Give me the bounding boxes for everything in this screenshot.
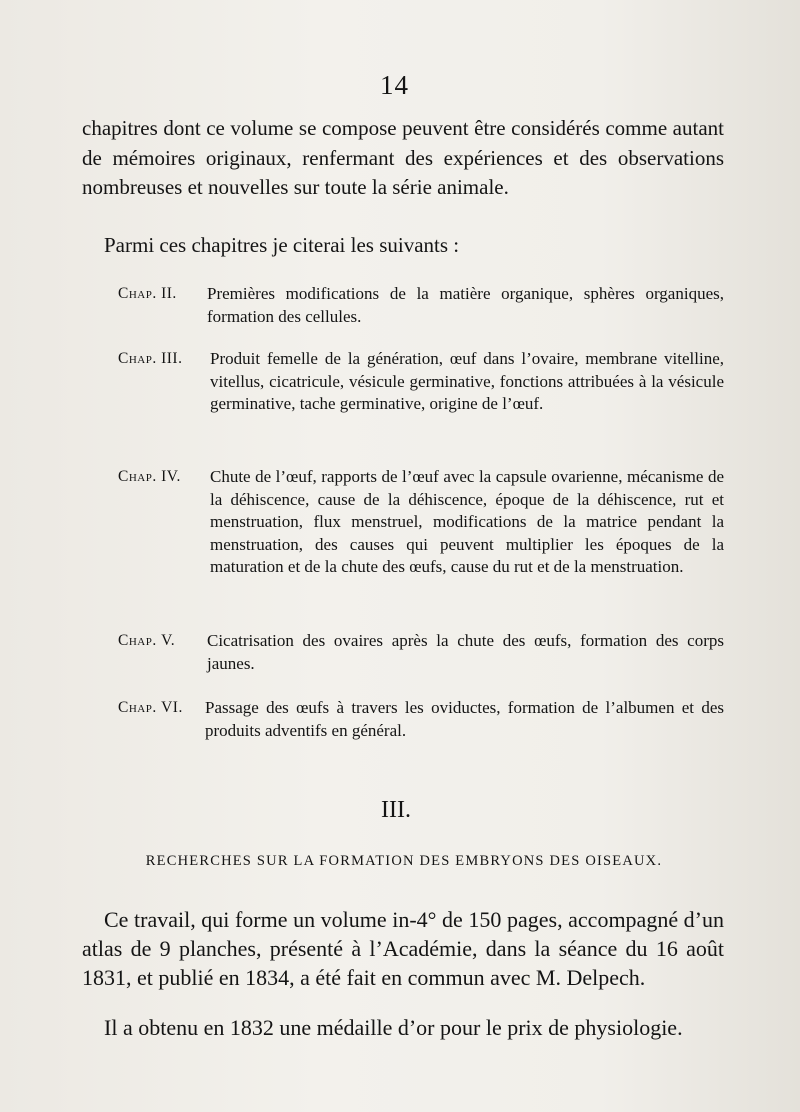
chapter-entry-5	[118, 630, 724, 675]
chapter-label: Chap.	[118, 350, 157, 367]
chapter-number: II.	[161, 285, 177, 302]
chapter-number: V.	[161, 632, 176, 649]
intro-lead-paragraph: Parmi ces chapitres je citerai les suivants :	[104, 233, 460, 257]
intro-paragraph: chapitres dont ce volume se compose peuvent être considérés comme autant de mémoires originaux, renfermant des expériences et des observations nombreuses et nouvelles sur toute la série animale.	[82, 116, 724, 199]
chapter-label: Chap.	[118, 285, 157, 302]
chapter-label: Chap.	[118, 632, 157, 649]
chapter-number: IV.	[161, 468, 181, 485]
chapter-label: Chap.	[118, 468, 157, 485]
closing-paragraph: Ce travail, qui forme un volume in-4° de 150 pages, accompagné d’un atlas de 9 planches, présenté à l’Académie, dans la séance du 16 août 1831, et publié en 1834, a été fait en commun avec M. Delpech.	[82, 907, 724, 990]
section-title: RECHERCHES SUR LA FORMATION DES EMBRYONS DES OISEAUX.	[145, 853, 663, 869]
chapter-entry-3	[118, 348, 724, 416]
chapter-description: Cicatrisation des ovaires après la chute des œufs, formation des corps jaunes.	[207, 631, 724, 673]
chapter-entry-4	[118, 466, 724, 579]
chapter-entry-6	[118, 697, 724, 742]
chapter-number: III.	[161, 350, 183, 367]
chapter-entry-2	[118, 283, 724, 328]
award-paragraph: Il a obtenu en 1832 une médaille d’or pour le prix de physiologie.	[104, 1015, 683, 1040]
chapter-description: Chute de l’œuf, rapports de l’œuf avec la capsule ovarienne, mécanisme de la déhiscence, cause de la déhiscence, époque de la déhiscence, rut et menstruation, flux menstruel, modifications de la matrice pendant la menstruation, des causes qui peuvent multiplier les époques de la maturation et de la chute des œufs, cause du rut et de la menstruation.	[210, 467, 724, 576]
chapter-label: Chap.	[118, 699, 157, 716]
section-number: III.	[381, 797, 411, 823]
chapter-description: Produit femelle de la génération, œuf dans l’ovaire, membrane vitelline, vitellus, cicatricule, vésicule germinative, fonctions attribuées à la vésicule germinative, tache germinative, origine de l’œuf.	[210, 349, 724, 413]
chapter-description: Premières modifications de la matière organique, sphères organiques, formation des cellules.	[207, 284, 724, 326]
chapter-description: Passage des œufs à travers les oviductes, formation de l’albumen et des produits adventifs en général.	[205, 698, 724, 740]
chapter-number: VI.	[161, 699, 183, 716]
page-number: 14	[380, 70, 409, 100]
